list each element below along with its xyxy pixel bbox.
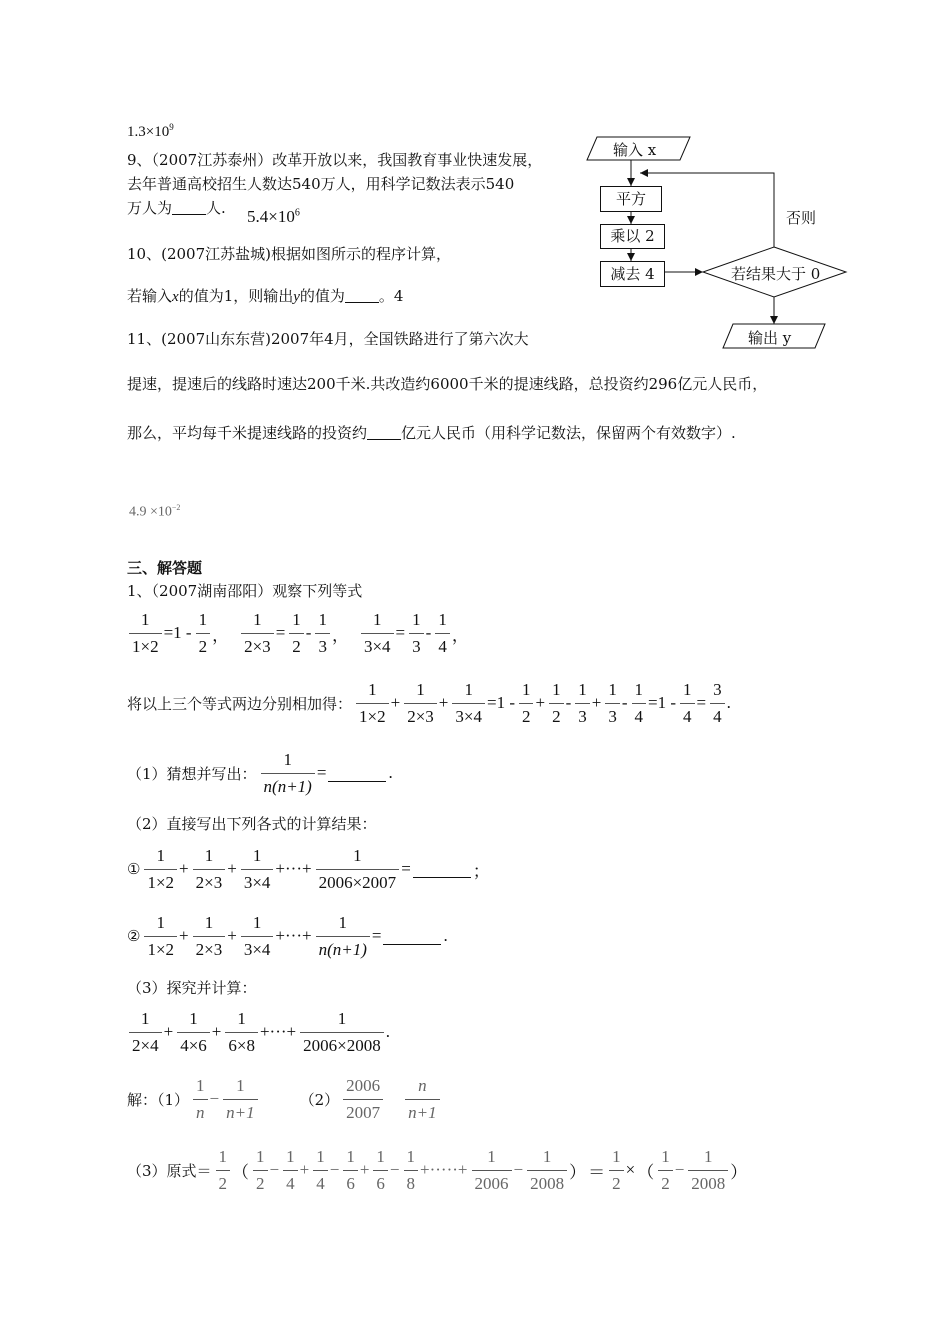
frac-1-6 xyxy=(373,1147,388,1193)
frac-num: 1 xyxy=(575,680,590,704)
frac-num: 1 xyxy=(241,610,274,634)
frac-num: 1 xyxy=(316,846,400,870)
op-rparen: ） xyxy=(569,1162,587,1182)
frac-1-2006 xyxy=(472,1147,512,1193)
op-dot: . xyxy=(726,693,731,713)
frac-num: 1 xyxy=(609,1147,624,1171)
frac-den: 3 xyxy=(318,636,327,656)
op-plus: + xyxy=(227,859,237,879)
frac-1-2006x2007 xyxy=(316,846,400,892)
op-eq: = xyxy=(316,763,327,783)
sum-equality xyxy=(127,680,733,726)
op-minus: − xyxy=(329,1160,340,1180)
frac-den: 4 xyxy=(683,706,692,726)
frac-num: 1 xyxy=(680,680,695,704)
part1-row xyxy=(127,750,395,796)
q11-line3 xyxy=(127,422,736,443)
frac-num: 1 xyxy=(144,913,177,937)
frac-1-2 xyxy=(253,1147,268,1193)
frac-den: 2×3 xyxy=(407,706,434,726)
frac-num: 1 xyxy=(193,913,226,937)
q10-line1: 10、(2007江苏盐城)根据如图所示的程序计算， xyxy=(127,245,451,263)
frac-1-2x3 xyxy=(241,610,274,656)
frac-den: 4 xyxy=(713,706,722,726)
top-answer-exp: 9 xyxy=(169,122,174,132)
op-plus: + xyxy=(179,926,189,946)
op-eq: =1 - xyxy=(648,693,677,713)
frac-den: 2×3 xyxy=(195,872,223,892)
frac-1-3x4 xyxy=(241,846,274,892)
frac-num: 1 xyxy=(527,1147,567,1171)
frac-1-2 xyxy=(658,1147,673,1193)
frac-num: 1 xyxy=(549,680,564,704)
frac-num: 3 xyxy=(710,680,725,704)
frac-num: 1 xyxy=(144,846,177,870)
part2-item2 xyxy=(127,913,450,959)
q11-answer xyxy=(129,503,180,521)
frac-3-4 xyxy=(710,680,725,726)
frac-num: 1 xyxy=(241,846,274,870)
frac-den: 1×2 xyxy=(147,872,175,892)
frac-num: 1 xyxy=(196,610,211,634)
op-times: × xyxy=(625,1160,636,1180)
frac-1-4x6 xyxy=(177,1009,210,1055)
flow-step-square: 平方 xyxy=(600,186,662,212)
frac-num: 1 xyxy=(313,1147,328,1171)
observed-equalities xyxy=(127,610,471,656)
frac-num: 1 xyxy=(343,1147,358,1171)
frac-num: 1 xyxy=(315,610,330,634)
frac-num: 1 xyxy=(289,610,304,634)
frac-num: 1 xyxy=(519,680,534,704)
frac-1-3x4 xyxy=(452,680,485,726)
q9-line2: 去年普通高校招生人数达540万人，用科学记数法表示540 xyxy=(127,175,515,193)
frac-num: 1 xyxy=(129,1009,162,1033)
op-eq: ＝ xyxy=(588,1162,606,1182)
frac-1-3x4 xyxy=(241,913,274,959)
op-plus: + xyxy=(591,693,602,713)
frac-num: 1 xyxy=(129,610,162,634)
op-minus: - xyxy=(621,693,628,713)
frac-den: 3×4 xyxy=(363,636,391,656)
op-dot: . xyxy=(443,926,448,946)
frac-den: 8 xyxy=(406,1173,416,1193)
part3-expression xyxy=(127,1009,392,1055)
op-plus: + xyxy=(359,1160,370,1180)
op-comma: ， xyxy=(212,625,230,645)
flow-arrowhead-2 xyxy=(627,216,635,224)
frac-num: 1 xyxy=(452,680,485,704)
frac-num: 1 xyxy=(316,913,370,937)
top-answer-base: 1.3×10 xyxy=(127,124,170,140)
frac-den: 4 xyxy=(316,1173,325,1193)
frac-den: 6 xyxy=(346,1173,355,1193)
frac-num: 1 xyxy=(361,610,394,634)
frac-num: 1 xyxy=(435,610,450,634)
op-eq: = xyxy=(371,926,382,946)
section3-heading: 三、解答题 xyxy=(127,559,203,577)
frac-num: 1 xyxy=(605,680,620,704)
frac-1-2 xyxy=(519,680,534,726)
frac-1-3x4 xyxy=(361,610,394,656)
frac-num: 1 xyxy=(216,1147,231,1171)
op-minus: − xyxy=(674,1160,685,1180)
q11-line1: 11、(2007山东东营)2007年4月，全国铁路进行了第六次大 xyxy=(127,330,529,348)
op-plus: + xyxy=(211,1022,222,1042)
frac-1-4 xyxy=(435,610,450,656)
frac-1-n1 xyxy=(223,1076,257,1122)
frac-den: 1×2 xyxy=(359,706,386,726)
solution2-label: （2） xyxy=(299,1090,340,1109)
frac-1-1x2 xyxy=(129,610,162,656)
q10-answer: 。4 xyxy=(378,287,404,305)
frac-num: 1 xyxy=(223,1076,257,1100)
frac-den: n(n+1) xyxy=(263,776,312,796)
frac-1-2x3 xyxy=(193,846,226,892)
frac-num: 1 xyxy=(253,1147,268,1171)
frac-den: 1×2 xyxy=(132,636,159,656)
frac-1-3 xyxy=(315,610,330,656)
flow-decision-label: 若结果大于 0 xyxy=(731,265,821,283)
flow-output-label: 输出 y xyxy=(748,329,792,347)
frac-num: 1 xyxy=(177,1009,210,1033)
q10-middle2: 的值为 xyxy=(299,287,345,305)
frac-den: n+1 xyxy=(408,1102,437,1122)
frac-1-n-n1 xyxy=(261,750,315,796)
frac-den: 4 xyxy=(634,706,644,726)
frac-1-4 xyxy=(632,680,647,726)
flow-step-subtract: 减去 4 xyxy=(600,261,665,287)
frac-den: 2 xyxy=(198,636,208,656)
op-comma: ， xyxy=(331,625,349,645)
op-eq: =1 - xyxy=(163,623,192,643)
flow-loop-arrowhead xyxy=(640,169,648,177)
frac-1-2x3 xyxy=(193,913,226,959)
frac-1-4 xyxy=(313,1147,328,1193)
op-eq: = xyxy=(696,693,707,713)
flow-arrowhead-1 xyxy=(627,178,635,186)
op-minus: - xyxy=(565,693,572,713)
frac-den: n xyxy=(196,1102,205,1122)
frac-den: n(n+1) xyxy=(318,939,367,959)
frac-den: 3 xyxy=(608,706,617,726)
op-lparen: （ xyxy=(637,1162,655,1182)
frac-1-2008 xyxy=(527,1147,567,1193)
frac-1-3 xyxy=(575,680,590,726)
frac-den: 2006×2007 xyxy=(318,872,397,892)
section3-q1-title: 1、（2007湖南邵阳）观察下列等式 xyxy=(127,582,363,600)
frac-1-n-n1 xyxy=(316,913,370,959)
op-dot: . xyxy=(388,763,393,783)
frac-den: 2008 xyxy=(691,1173,726,1193)
op-plus: + xyxy=(535,693,546,713)
frac-1-3 xyxy=(605,680,620,726)
frac-den: 2008 xyxy=(530,1173,565,1193)
frac-1-1x2 xyxy=(144,913,177,959)
frac-den: 3×4 xyxy=(243,939,271,959)
frac-1-8 xyxy=(404,1147,419,1193)
frac-1-2008 xyxy=(688,1147,728,1193)
q9-answer-exp: 6 xyxy=(294,207,300,219)
frac-den: 4 xyxy=(286,1173,295,1193)
op-minus: − xyxy=(269,1160,280,1180)
frac-num: 1 xyxy=(193,846,226,870)
op-dots: +·····+ xyxy=(420,1160,468,1180)
solution-row xyxy=(127,1076,442,1122)
op-minus: − xyxy=(513,1160,524,1180)
op-plus: + xyxy=(163,1022,174,1042)
op-plus: + xyxy=(438,693,449,713)
frac-1-1x2 xyxy=(356,680,389,726)
frac-1-4 xyxy=(680,680,695,726)
frac-num: 1 xyxy=(193,1076,208,1100)
q10-prefix: 若输入 xyxy=(127,287,173,305)
q10-var-x: x xyxy=(172,289,179,305)
frac-n-n1 xyxy=(405,1076,439,1122)
frac-1-4 xyxy=(283,1147,298,1193)
frac-den: 2006 xyxy=(474,1173,509,1193)
frac-den: 3 xyxy=(578,706,587,726)
frac-den: 2007 xyxy=(346,1102,381,1122)
frac-1-2x4 xyxy=(129,1009,162,1055)
frac-num: 1 xyxy=(404,680,437,704)
frac-den: 2×4 xyxy=(132,1035,159,1055)
op-lparen: （ xyxy=(232,1162,250,1182)
frac-den: 3×4 xyxy=(455,706,482,726)
frac-den: 6 xyxy=(376,1173,385,1193)
frac-den: 2×3 xyxy=(244,636,271,656)
op-eq: = xyxy=(395,623,406,643)
frac-den: 2 xyxy=(292,636,301,656)
part3-label: （3）探究并计算： xyxy=(127,979,257,997)
frac-1-2 xyxy=(549,680,564,726)
frac-den: 4 xyxy=(438,636,447,656)
frac-num: 1 xyxy=(283,1147,298,1171)
frac-1-2 xyxy=(289,610,304,656)
op-plus: + xyxy=(179,859,189,879)
flow-input-label: 输入 x xyxy=(613,141,657,159)
q11-blank[interactable] xyxy=(367,424,401,440)
op-dots: +···+ xyxy=(275,859,312,879)
frac-num: 1 xyxy=(404,1147,419,1171)
flow-arrowhead-3 xyxy=(627,253,635,261)
frac-1-6 xyxy=(343,1147,358,1193)
q9-line3-prefix: 万人为 xyxy=(127,199,173,217)
frac-den: 3 xyxy=(412,636,421,656)
part2-item1 xyxy=(127,846,492,892)
part1-blank[interactable] xyxy=(328,764,386,782)
op-semi: ； xyxy=(472,861,490,881)
frac-den: n+1 xyxy=(226,1102,255,1122)
q11-line3-suffix: 亿元人民币（用科学记数法，保留两个有效数字）. xyxy=(401,424,736,442)
op-minus: - xyxy=(305,623,312,643)
frac-num: 1 xyxy=(356,680,389,704)
item2-marker: ② xyxy=(127,927,141,946)
frac-1-3 xyxy=(409,610,424,656)
frac-den: 2 xyxy=(552,706,561,726)
frac-1-2 xyxy=(216,1147,231,1193)
frac-1-2006x2008 xyxy=(300,1009,384,1055)
q11-line2: 提速，提速后的线路时速达200千米.共改造约6000千米的提速线路，总投资约296亿元人民币， xyxy=(127,375,768,393)
op-plus: + xyxy=(227,926,237,946)
frac-num: 1 xyxy=(472,1147,512,1171)
item2-blank[interactable] xyxy=(383,927,441,945)
frac-num: 1 xyxy=(658,1147,673,1171)
q9-answer-base: 5.4×10 xyxy=(247,207,295,226)
op-minus: - xyxy=(425,623,432,643)
op-minus: − xyxy=(389,1160,400,1180)
part1-label: （1）猜想并写出： xyxy=(127,764,257,783)
frac-num: 1 xyxy=(261,750,315,774)
q10-middle: 的值为1，则输出 xyxy=(178,287,294,305)
item1-marker: ① xyxy=(127,860,141,879)
frac-den: 2×3 xyxy=(195,939,223,959)
flow-else-label: 否则 xyxy=(786,209,817,227)
op-eq: =1 - xyxy=(486,693,515,713)
frac-1-1x2 xyxy=(144,846,177,892)
frac-num: 1 xyxy=(688,1147,728,1171)
frac-den: 4×6 xyxy=(180,1035,207,1055)
solution3-row xyxy=(127,1147,749,1193)
frac-1-6x8 xyxy=(225,1009,258,1055)
q9-line1: 9、（2007江苏泰州）改革开放以来，我国教育事业快速发展， xyxy=(127,151,543,169)
q11-line3-prefix: 那么，平均每千米提速线路的投资约 xyxy=(127,424,368,442)
frac-2006-2007 xyxy=(343,1076,383,1122)
op-plus: + xyxy=(299,1160,310,1180)
op-plus: + xyxy=(390,693,401,713)
frac-1-2 xyxy=(196,610,211,656)
item1-blank[interactable] xyxy=(413,860,471,878)
flow-step-multiply: 乘以 2 xyxy=(600,224,665,249)
frac-den: 3×4 xyxy=(243,872,271,892)
frac-den: 2 xyxy=(661,1173,670,1193)
q11-answer-base: 4.9 ×10 xyxy=(129,504,172,520)
frac-num: 1 xyxy=(632,680,647,704)
q9-line3-suffix: 人. xyxy=(206,199,226,217)
frac-den: 1×2 xyxy=(147,939,175,959)
flow-arrowhead-5 xyxy=(770,316,778,324)
frac-1-2 xyxy=(609,1147,624,1193)
op-dot: . xyxy=(385,1022,390,1042)
op-dots: +···+ xyxy=(275,926,312,946)
flowchart-lines xyxy=(0,0,950,400)
frac-den: 6×8 xyxy=(228,1035,255,1055)
op-dots: +···+ xyxy=(259,1022,297,1042)
frac-den: 2 xyxy=(256,1173,265,1193)
op-minus: − xyxy=(209,1089,220,1109)
op-rparen: ） xyxy=(730,1162,748,1182)
q10-var-y: y xyxy=(293,289,300,305)
frac-den: 2 xyxy=(521,706,531,726)
frac-num: n xyxy=(405,1076,439,1100)
frac-den: 2006×2008 xyxy=(303,1035,381,1055)
frac-num: 1 xyxy=(300,1009,384,1033)
frac-num: 2006 xyxy=(343,1076,383,1100)
frac-num: 1 xyxy=(241,913,274,937)
frac-num: 1 xyxy=(409,610,424,634)
frac-num: 1 xyxy=(373,1147,388,1171)
frac-den: 2 xyxy=(612,1173,621,1193)
op-eq: = xyxy=(275,623,286,643)
sum-prefix: 将以上三个等式两边分别相加得： xyxy=(127,694,353,713)
frac-num: 1 xyxy=(225,1009,258,1033)
op-eq: = xyxy=(401,859,411,879)
frac-den: 2 xyxy=(218,1173,228,1193)
part2-label: （2）直接写出下列各式的计算结果： xyxy=(127,815,377,833)
frac-1-2x3 xyxy=(404,680,437,726)
op-comma: ， xyxy=(451,625,469,645)
frac-1-n xyxy=(193,1076,208,1122)
q11-answer-exp: −2 xyxy=(171,503,181,512)
solution-label: 解：（1） xyxy=(127,1090,190,1109)
solution3-label: （3）原式＝ xyxy=(127,1161,212,1180)
